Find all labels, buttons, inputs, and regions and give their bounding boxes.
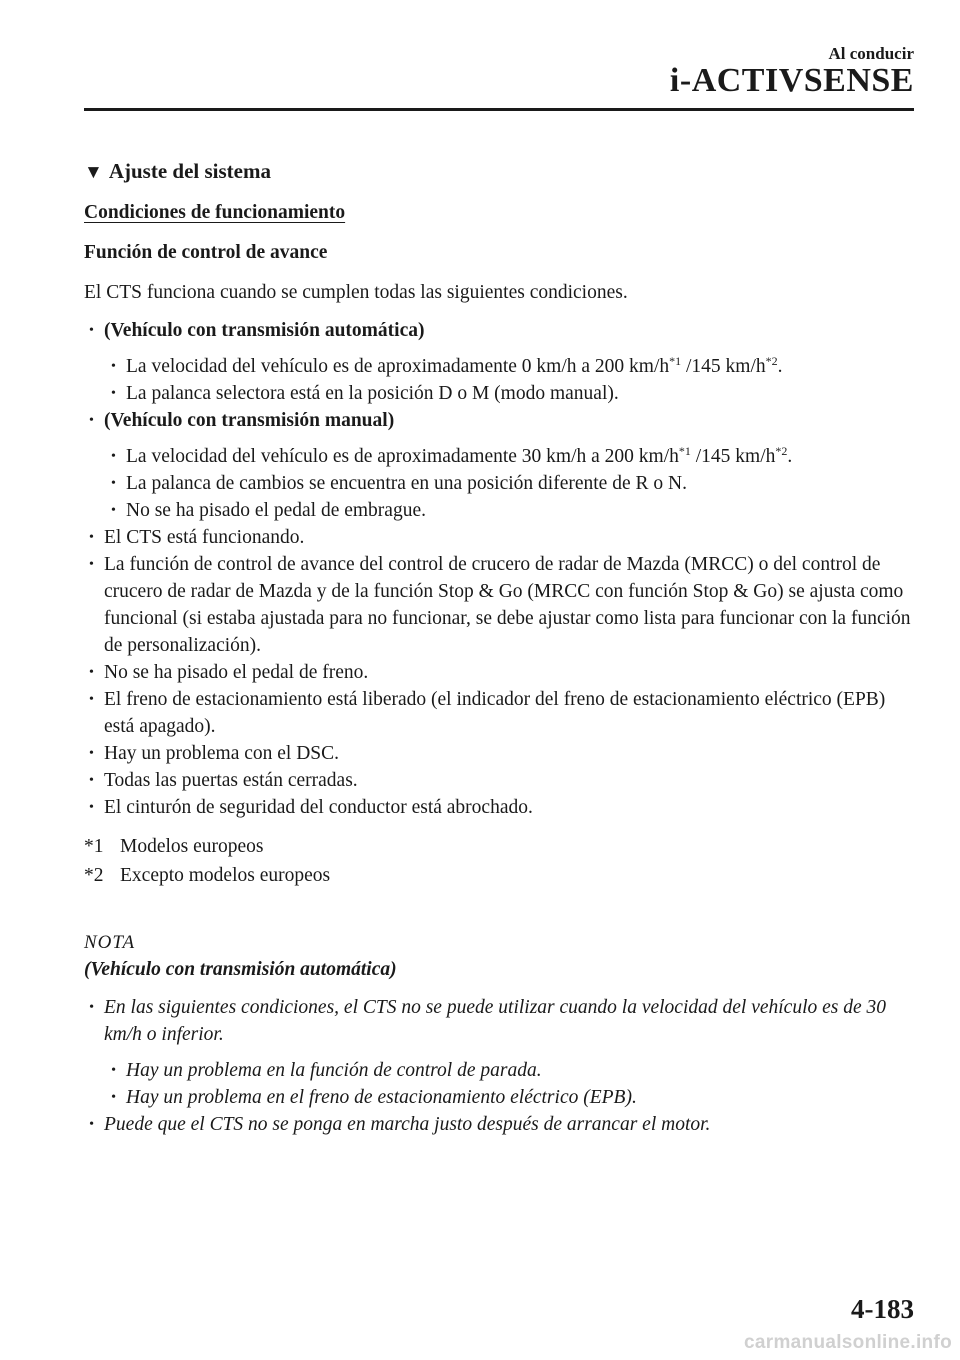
bullet-icon: • [111,386,116,401]
bullet-icon: • [89,800,94,815]
automatic-speed-text: La velocidad del vehículo es de aproximadamente 0 km/h a 200 km/h [126,356,670,377]
note-sub-item-text: Hay un problema en la función de control de parada. [126,1060,542,1081]
bullet-icon: • [111,359,116,374]
section-heading-text: Ajuste del sistema [108,159,271,183]
intro-paragraph: El CTS funciona cuando se cumplen todas las siguientes condiciones. [84,282,628,303]
bullet-icon: • [89,665,94,680]
manual-gear-item [84,470,916,497]
manual-clutch-item [84,497,916,524]
bullet-icon: • [89,557,94,572]
footnote-mark: *1 [84,836,104,857]
note-item-text: En las siguientes condiciones, el CTS no se puede utilizar cuando la velocidad del vehículo es de 30 km/h o inferior. [104,997,887,1045]
note-item [84,1111,916,1138]
note-title: NOTA [84,932,136,953]
bullet-icon: • [89,1000,94,1015]
footnote-item [84,833,916,860]
manual-gear-text: La palanca de cambios se encuentra en una posición diferente de R o N. [126,473,687,494]
bullet-icon: • [89,1117,94,1132]
condition-item [84,524,916,551]
period: . [787,446,793,467]
manual-speed-text: La velocidad del vehículo es de aproximadamente 30 km/h a 200 km/h [126,446,679,467]
condition-text: Hay un problema con el DSC. [104,743,340,764]
conditions-title: Condiciones de funcionamiento [84,202,346,223]
function-title: Función de control de avance [84,242,328,263]
watermark: carmanualsonline.info [744,1332,952,1353]
chapter-title: Al conducir [828,44,914,63]
note-box [84,929,916,1138]
condition-item [84,551,916,659]
condition-text: El cinturón de seguridad del conductor está abrochado. [104,797,533,818]
triangle-down-icon: ▼ [84,162,103,183]
condition-item [84,740,916,767]
footnote-text: Modelos europeos [120,836,264,857]
footnote-ref-1: *1 [669,354,682,368]
footnote-ref-1: *1 [678,444,691,458]
footnote-mark: *2 [84,865,104,886]
footnote-ref-2: *2 [775,444,788,458]
condition-text: No se ha pisado el pedal de freno. [104,662,369,683]
bullet-icon: • [111,476,116,491]
condition-item [84,767,916,794]
automatic-selector-text: La palanca selectora está en la posición D o M (modo manual). [126,383,619,404]
manual-clutch-text: No se ha pisado el pedal de embrague. [126,500,426,521]
note-sub-item-text: Hay un problema en el freno de estacionamiento eléctrico (EPB). [126,1087,637,1108]
footnote-ref-2: *2 [765,354,778,368]
condition-text: La función de control de avance del control de crucero de radar de Mazda (MRCC) o del control de crucero de radar de Mazda y de la función Stop & Go (MRCC con función Stop & Go) se ajusta como funcional (si estaba ajustada para no funcionar, se debe ajustar como lista para funcionar con la función de personalización). [104,554,911,656]
automatic-selector-item [84,380,916,407]
footnote-item [84,862,916,889]
bullet-icon: • [89,323,94,338]
manual-category [84,407,916,434]
page-body [84,158,916,1138]
note-sub-item [84,1057,916,1084]
section-title: i-ACTIVSENSE [669,62,914,99]
footnotes [84,833,916,889]
note-subtitle: (Vehículo con transmisión automática) [84,959,397,980]
condition-item [84,686,916,740]
bullet-icon: • [111,1063,116,1078]
manual-label: (Vehículo con transmisión manual) [104,410,395,431]
bullet-icon: • [89,773,94,788]
note-item [84,994,916,1048]
period: . [777,356,783,377]
condition-text: El freno de estacionamiento está liberado (el indicador del freno de estacionamiento eléctrico (EPB) está apagado). [104,689,886,737]
section-heading [84,158,916,186]
bullet-icon: • [89,530,94,545]
speed-separator: /145 km/h [681,356,766,377]
header-divider [84,108,914,111]
bullet-icon: • [111,503,116,518]
note-sub-item [84,1084,916,1111]
condition-text: Todas las puertas están cerradas. [104,770,358,791]
manual-speed-item [84,443,916,470]
footnote-text: Excepto modelos europeos [120,865,331,886]
page-number: 4-183 [851,1294,914,1324]
speed-separator: /145 km/h [690,446,776,467]
automatic-category [84,317,916,344]
automatic-speed-item [84,353,916,380]
bullet-icon: • [111,449,116,464]
condition-item [84,659,916,686]
bullet-icon: • [89,746,94,761]
bullet-icon: • [111,1090,116,1105]
bullet-icon: • [89,692,94,707]
automatic-label: (Vehículo con transmisión automática) [104,320,425,341]
condition-text: El CTS está funcionando. [104,527,305,548]
note-item-text: Puede que el CTS no se ponga en marcha justo después de arrancar el motor. [104,1114,711,1135]
condition-item [84,794,916,821]
bullet-icon: • [89,413,94,428]
